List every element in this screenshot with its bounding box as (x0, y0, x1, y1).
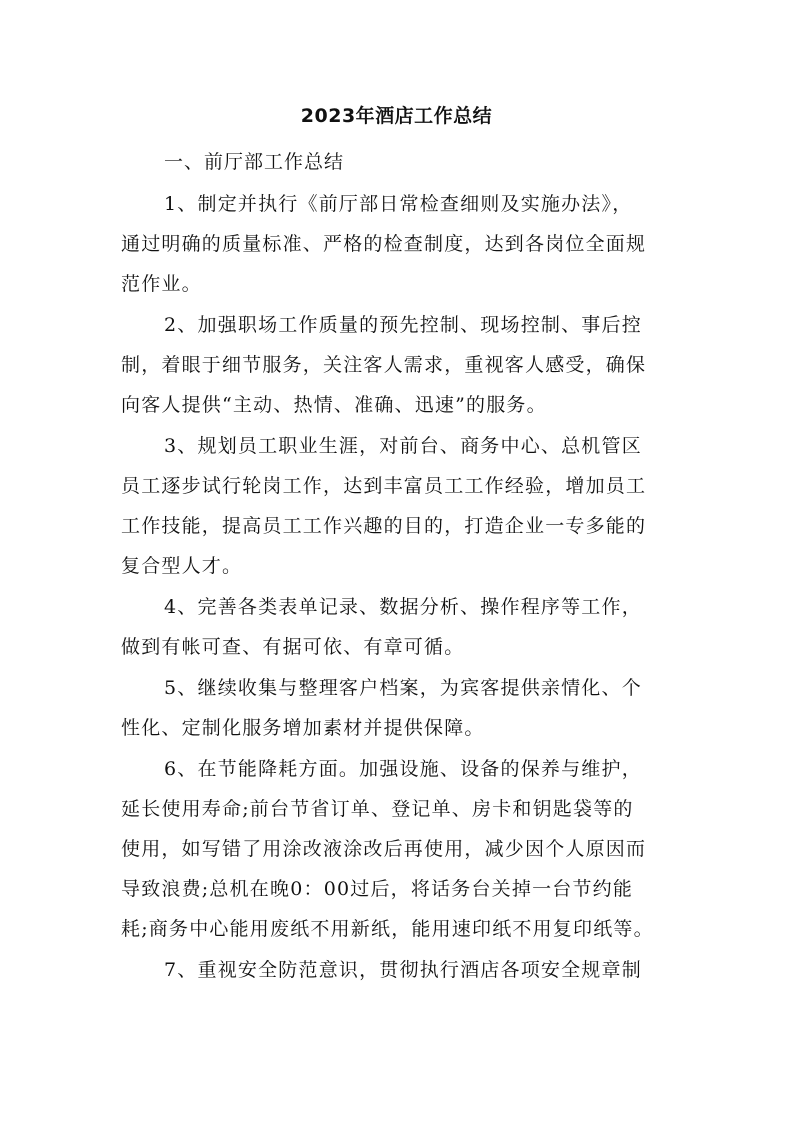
paragraph-line: 耗;商务中心能用废纸不用新纸，能用速印纸不用复印纸等。 (121, 918, 654, 940)
paragraph-line: 员工逐步试行轮岗工作，达到丰富员工工作经验，增加员工 (121, 475, 647, 497)
paragraph-line: 1、制定并执行《前厅部日常检查细则及实施办法》， (164, 193, 633, 215)
document-title: 2023年酒店工作总结 (300, 105, 493, 127)
section-heading: 一、前厅部工作总结 (164, 151, 345, 173)
paragraph-line: 5、继续收集与整理客户档案，为宾客提供亲情化、个 (164, 677, 642, 699)
paragraph-line: 向客人提供“主动、热情、准确、迅速”的服务。 (121, 394, 547, 416)
paragraph-line: 范作业。 (121, 273, 202, 295)
paragraph-line: 制，着眼于细节服务，关注客人需求，重视客人感受，确保 (121, 354, 647, 376)
paragraph-line: 2、加强职场工作质量的预先控制、现场控制、事后控 (164, 314, 642, 336)
paragraph-line: 导致浪费;总机在晚0：00过后，将话务台关掉一台节约能 (121, 878, 634, 900)
paragraph-line: 6、在节能降耗方面。加强设施、设备的保养与维护， (164, 758, 642, 780)
paragraph-line: 复合型人才。 (121, 555, 243, 577)
paragraph-line: 4、完善各类表单记录、数据分析、操作程序等工作， (164, 596, 642, 618)
paragraph-line: 通过明确的质量标准、严格的检查制度，达到各岗位全面规 (121, 233, 647, 255)
paragraph-line: 使用，如写错了用涂改液涂改后再使用，减少因个人原因而 (121, 838, 647, 860)
paragraph-line: 做到有帐可查、有据可依、有章可循。 (121, 636, 465, 658)
paragraph-line: 工作技能，提高员工工作兴趣的目的，打造企业一专多能的 (121, 515, 647, 537)
paragraph-line: 延长使用寿命;前台节省订单、登记单、房卡和钥匙袋等的 (121, 798, 634, 820)
paragraph-line: 7、重视安全防范意识，贯彻执行酒店各项安全规章制 (164, 959, 642, 981)
paragraph-line: 3、规划员工职业生涯，对前台、商务中心、总机管区 (164, 435, 642, 457)
paragraph-line: 性化、定制化服务增加素材并提供保障。 (121, 717, 485, 739)
